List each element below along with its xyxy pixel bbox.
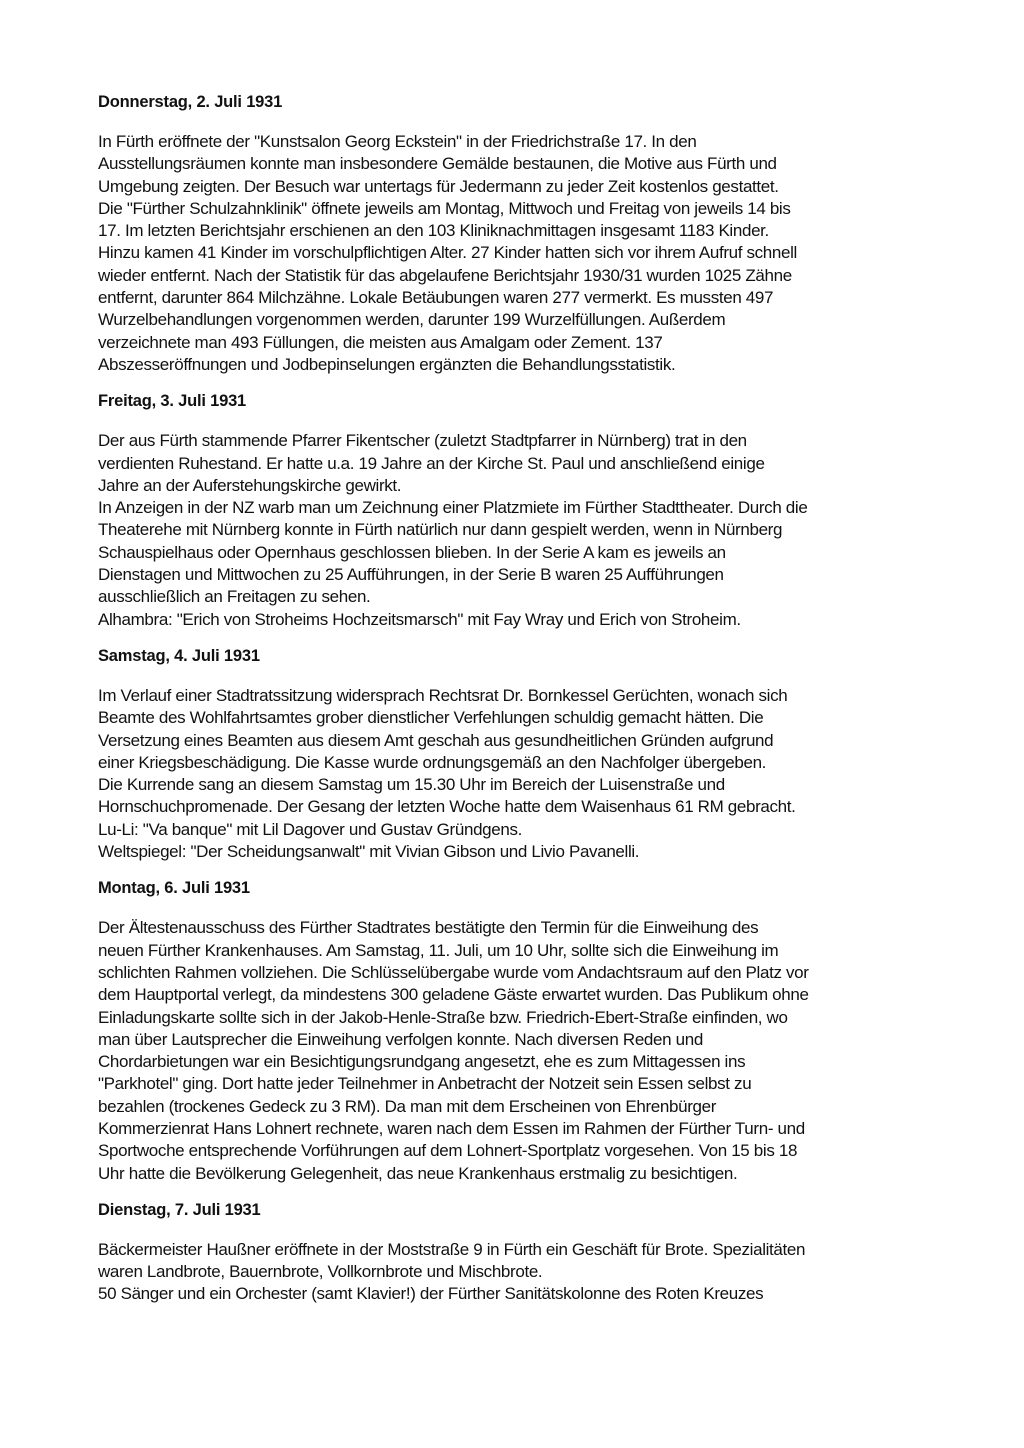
text-line: waren Landbrote, Bauernbrote, Vollkornbrote und Mischbrote. bbox=[98, 1262, 543, 1282]
text-line: verzeichnete man 493 Füllungen, die meisten aus Amalgam oder Zement. 137 bbox=[98, 332, 663, 352]
entry-samstag-4-juli bbox=[98, 646, 948, 863]
entry-dienstag-7-juli bbox=[98, 1200, 948, 1306]
text-line: Versetzung eines Beamten aus diesem Amt geschah aus gesundheitlichen Gründen aufgrund bbox=[98, 730, 774, 750]
entry-freitag-3-juli bbox=[98, 391, 948, 631]
text-line: Hornschuchpromenade. Der Gesang der letzten Woche hatte dem Waisenhaus 61 RM gebracht. bbox=[98, 797, 796, 817]
text-line: In Anzeigen in der NZ warb man um Zeichnung einer Platzmiete im Fürther Stadttheater. Durch die bbox=[98, 498, 808, 518]
text-line: wieder entfernt. Nach der Statistik für das abgelaufene Berichtsjahr 1930/31 wurden 1025 Zähne bbox=[98, 265, 792, 285]
text-line: Im Verlauf einer Stadtratssitzung widersprach Rechtsrat Dr. Bornkessel Gerüchten, wonach sich bbox=[98, 685, 788, 705]
date-heading: Freitag, 3. Juli 1931 bbox=[98, 392, 247, 411]
text-line: man über Lautsprecher die Einweihung verfolgen konnte. Nach diversen Reden und bbox=[98, 1029, 703, 1049]
date-heading: Montag, 6. Juli 1931 bbox=[98, 879, 250, 898]
entry-text bbox=[98, 131, 948, 376]
text-line: verdienten Ruhestand. Er hatte u.a. 19 Jahre an der Kirche St. Paul und anschließend einige bbox=[98, 453, 765, 473]
text-line: Beamte des Wohlfahrtsamtes grober dienstlicher Verfehlungen schuldig gemacht hätten. Die bbox=[98, 708, 764, 728]
text-line: Lu-Li: "Va banque" mit Lil Dagover und Gustav Gründgens. bbox=[98, 819, 523, 839]
text-line: Einladungskarte sollte sich in der Jakob-Henle-Straße bzw. Friedrich-Ebert-Straße einfinden, wo bbox=[98, 1007, 788, 1027]
document-page bbox=[98, 92, 948, 1321]
entry-text bbox=[98, 917, 948, 1185]
text-line: Dienstagen und Mittwochen zu 25 Aufführungen, in der Serie B waren 25 Aufführungen bbox=[98, 565, 724, 585]
text-line: Schauspielhaus oder Opernhaus geschlossen blieben. In der Serie A kam es jeweils an bbox=[98, 542, 726, 562]
text-line: ausschließlich an Freitagen zu sehen. bbox=[98, 587, 371, 607]
date-heading: Donnerstag, 2. Juli 1931 bbox=[98, 93, 283, 111]
text-line: "Parkhotel" ging. Dort hatte jeder Teilnehmer in Anbetracht der Notzeit sein Essen selbst zu bbox=[98, 1074, 752, 1094]
text-line: 17. Im letzten Berichtsjahr erschienen an den 103 Kliniknachmittagen insgesamt 1183 Kinder. bbox=[98, 221, 769, 241]
text-line: dem Hauptportal verlegt, da mindestens 300 geladene Gäste erwartet wurden. Das Publikum ohne bbox=[98, 985, 809, 1005]
text-line: Weltspiegel: "Der Scheidungsanwalt" mit Vivian Gibson und Livio Pavanelli. bbox=[98, 842, 640, 862]
text-line: Theaterehe mit Nürnberg konnte in Fürth natürlich nur dann gespielt werden, wenn in Nürnberg bbox=[98, 520, 783, 540]
text-line: einer Kriegsbeschädigung. Die Kasse wurde ordnungsgemäß an den Nachfolger übergeben. bbox=[98, 752, 767, 772]
text-line: Ausstellungsräumen konnte man insbesondere Gemälde bestaunen, die Motive aus Fürth und bbox=[98, 154, 777, 174]
text-line: schlichten Rahmen vollziehen. Die Schlüsselübergabe wurde vom Andachtsraum auf den Platz vor bbox=[98, 962, 809, 982]
text-line: entfernt, darunter 864 Milchzähne. Lokale Betäubungen waren 277 vermerkt. Es mussten 497 bbox=[98, 288, 774, 308]
text-line: Abszesseröffnungen und Jodbepinselungen ergänzten die Behandlungsstatistik. bbox=[98, 354, 676, 374]
entry-montag-6-juli bbox=[98, 878, 948, 1185]
entry-text bbox=[98, 685, 948, 863]
text-line: In Fürth eröffnete der "Kunstsalon Georg Eckstein" in der Friedrichstraße 17. In den bbox=[98, 132, 697, 151]
entry-donnerstag-2-juli bbox=[98, 92, 948, 376]
date-heading: Dienstag, 7. Juli 1931 bbox=[98, 1200, 261, 1219]
text-line: Der aus Fürth stammende Pfarrer Fikentscher (zuletzt Stadtpfarrer in Nürnberg) trat in den bbox=[98, 431, 747, 451]
date-heading: Samstag, 4. Juli 1931 bbox=[98, 646, 260, 665]
entry-text bbox=[98, 1239, 948, 1306]
text-line: Umgebung zeigten. Der Besuch war untertags für Jedermann zu jeder Zeit kostenlos gestattet. bbox=[98, 176, 779, 196]
text-line: Wurzelbehandlungen vorgenommen werden, darunter 199 Wurzelfüllungen. Außerdem bbox=[98, 310, 726, 330]
text-line: neuen Fürther Krankenhauses. Am Samstag, 11. Juli, um 10 Uhr, sollte sich die Einweihung im bbox=[98, 940, 779, 960]
text-line: Kommerzienrat Hans Lohnert rechnete, waren nach dem Essen im Rahmen der Fürther Turn- und bbox=[98, 1118, 805, 1138]
text-line: Jahre an der Auferstehungskirche gewirkt. bbox=[98, 475, 402, 495]
text-line: Bäckermeister Haußner eröffnete in der Moststraße 9 in Fürth ein Geschäft für Brote. Spezialitäten bbox=[98, 1239, 806, 1259]
text-line: Alhambra: "Erich von Stroheims Hochzeitsmarsch" mit Fay Wray und Erich von Stroheim. bbox=[98, 609, 741, 629]
text-line: Uhr hatte die Bevölkerung Gelegenheit, das neue Krankenhaus erstmalig zu besichtigen. bbox=[98, 1163, 738, 1183]
text-line: Die Kurrende sang an diesem Samstag um 15.30 Uhr im Bereich der Luisenstraße und bbox=[98, 775, 725, 795]
text-line: Hinzu kamen 41 Kinder im vorschulpflichtigen Alter. 27 Kinder hatten sich vor ihrem Aufruf schnell bbox=[98, 243, 797, 263]
text-line: Die "Fürther Schulzahnklinik" öffnete jeweils am Montag, Mittwoch und Freitag von jeweils 14 bis bbox=[98, 198, 791, 218]
text-line: Sportwoche entsprechende Vorführungen auf dem Lohnert-Sportplatz vorgesehen. Von 15 bis 18 bbox=[98, 1141, 798, 1161]
entry-text bbox=[98, 430, 948, 631]
text-line: bezahlen (trockenes Gedeck zu 3 RM). Da man mit dem Erscheinen von Ehrenbürger bbox=[98, 1096, 717, 1116]
text-line: 50 Sänger und ein Orchester (samt Klavier!) der Fürther Sanitätskolonne des Roten Kreuzes bbox=[98, 1284, 764, 1304]
text-line: Der Ältestenausschuss des Fürther Stadtrates bestätigte den Termin für die Einweihung des bbox=[98, 918, 759, 938]
text-line: Chordarbietungen war ein Besichtigungsrundgang angesetzt, ehe es zum Mittagessen ins bbox=[98, 1052, 746, 1072]
